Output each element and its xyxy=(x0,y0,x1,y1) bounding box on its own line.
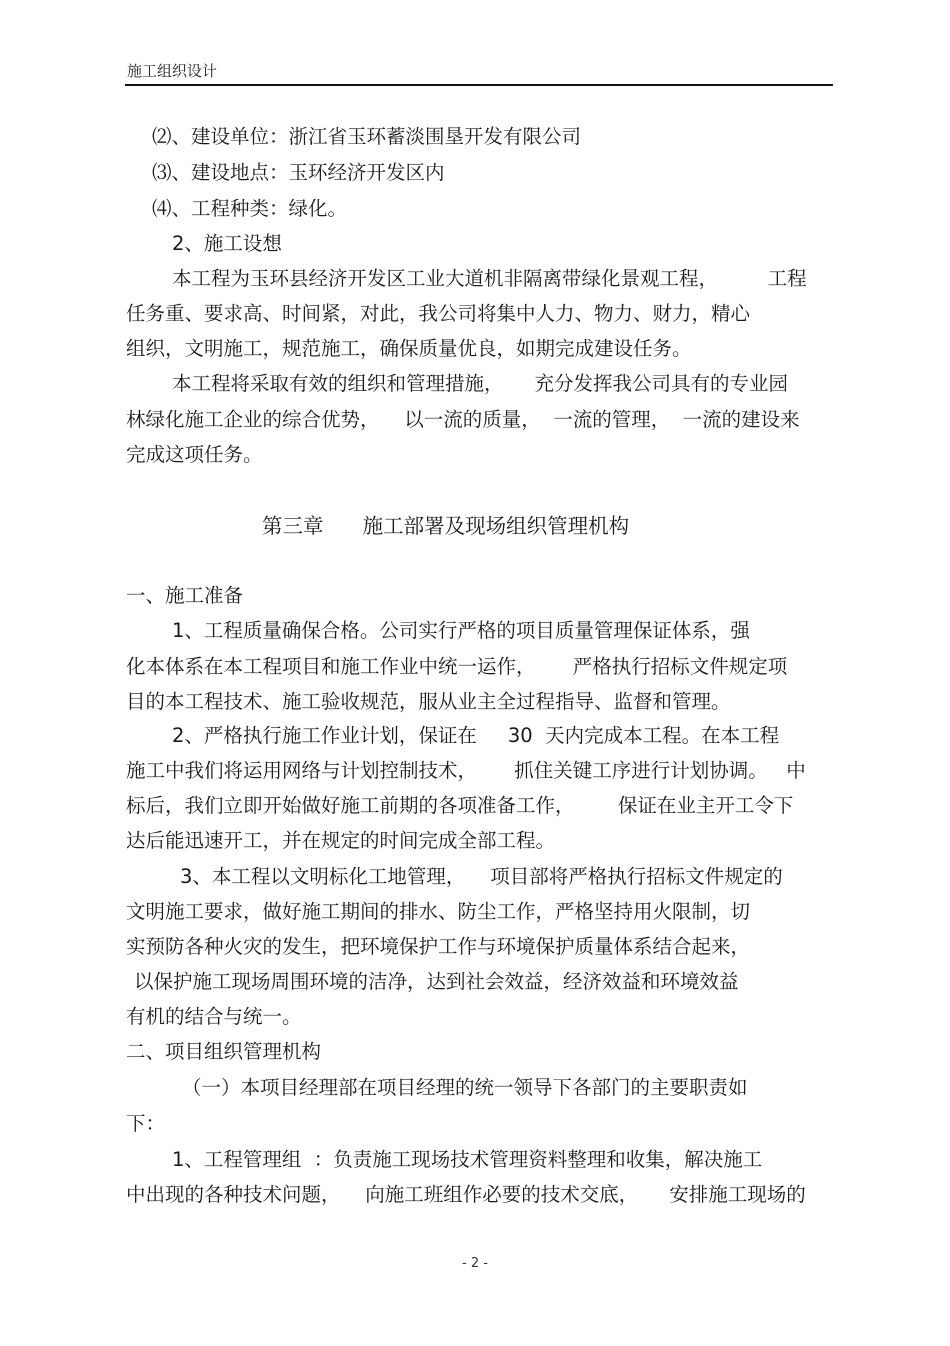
paragraph-line: 标后，我们立即开始做好施工前期的各项准备工作， 保证在业主开工令下 xyxy=(126,794,794,817)
paragraph-line: ⑵、建设单位：浙江省玉环蓄淡围垦开发有限公司 xyxy=(152,125,582,148)
paragraph-line: 以保护施工现场周围环境的洁净，达到社会效益，经济效益和环境效益 xyxy=(134,970,739,993)
paragraph-line: 林绿化施工企业的综合优势， 以一流的质量， 一流的管理， 一流的建设来 xyxy=(126,408,800,431)
paragraph-line: 2、严格执行施工作业计划，保证在 30 天内完成本工程。在本工程 xyxy=(172,724,780,747)
paragraph-line: 1、工程管理组 ：负责施工现场技术管理资料整理和收集，解决施工 xyxy=(172,1148,763,1171)
paragraph-line: 目的本工程技术、施工验收规范，服从业主全过程指导、监督和管理。 xyxy=(126,690,731,713)
paragraph-line: 本工程为玉环县经济开发区工业大道机非隔离带绿化景观工程， 工程 xyxy=(172,267,807,290)
paragraph-line: 化本体系在本工程项目和施工作业中统一运作， 严格执行招标文件规定项 xyxy=(126,655,788,678)
paragraph-line: 实预防各种火灾的发生，把环境保护工作与环境保护质量体系结合起来， xyxy=(126,935,751,958)
paragraph-line: 下： xyxy=(126,1112,166,1135)
paragraph-line: 施工中我们将运用网络与计划控制技术， 抓住关键工序进行计划协调。 中 xyxy=(126,759,806,782)
paragraph-line: 任务重、要求高、时间紧，对此，我公司将集中人力、物力、财力，精心 xyxy=(126,302,751,325)
paragraph-line: ⑶、建设地点：玉环经济开发区内 xyxy=(152,161,445,184)
running-header: 施工组织设计 xyxy=(127,62,218,80)
paragraph-line: 达后能迅速开工，并在规定的时间完成全部工程。 xyxy=(126,829,556,852)
section-heading: 一、施工准备 xyxy=(126,584,244,607)
chapter-heading: 第三章 施工部署及现场组织管理机构 xyxy=(262,514,630,538)
paragraph-line: 完成这项任务。 xyxy=(126,443,263,466)
paragraph-line: 文明施工要求，做好施工期间的排水、防尘工作，严格坚持用火限制，切 xyxy=(126,900,751,923)
paragraph-line: 3、本工程以文明标化工地管理， 项目部将严格执行招标文件规定的 xyxy=(180,865,783,888)
paragraph-line: 组织，文明施工，规范施工，确保质量优良，如期完成建设任务。 xyxy=(126,337,692,360)
section-heading: 二、项目组织管理机构 xyxy=(126,1040,322,1063)
paragraph-line: 中出现的各种技术问题， 向施工班组作必要的技术交底， 安排施工现场的 xyxy=(126,1183,806,1206)
header-divider xyxy=(125,84,833,86)
subsection-heading: 2、施工设想 xyxy=(172,232,282,255)
paragraph-line: （一）本项目经理部在项目经理的统一领导下各部门的主要职责如 xyxy=(182,1076,748,1099)
paragraph-line: 1、工程质量确保合格。公司实行严格的项目质量管理保证体系，强 xyxy=(172,619,750,642)
paragraph-line: ⑷、工程种类：绿化。 xyxy=(152,197,348,220)
page-number: - 2 - xyxy=(462,1256,488,1271)
paragraph-line: 本工程将采取有效的组织和管理措施， 充分发挥我公司具有的专业园 xyxy=(172,372,788,395)
paragraph-line: 有机的结合与统一。 xyxy=(126,1005,302,1028)
